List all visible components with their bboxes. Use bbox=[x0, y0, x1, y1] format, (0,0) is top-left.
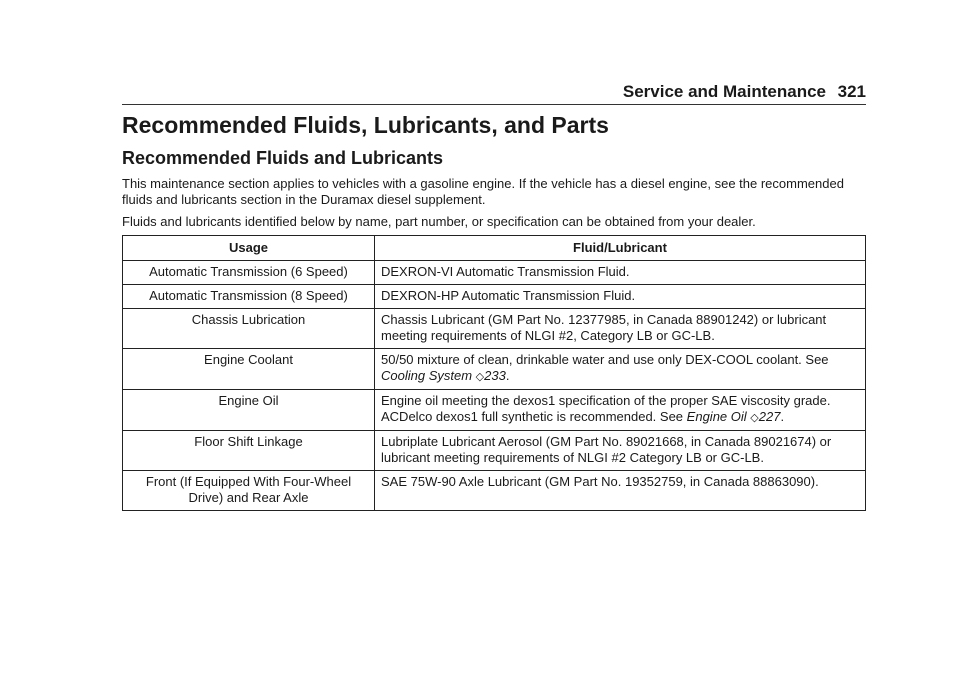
fluid-cell bbox=[375, 349, 866, 390]
fluid-cell bbox=[375, 471, 866, 511]
column-header-usage: Usage bbox=[123, 236, 375, 261]
running-header bbox=[122, 82, 866, 104]
usage-cell: Floor Shift Linkage bbox=[123, 431, 375, 471]
table-header-row bbox=[123, 236, 866, 261]
usage-cell: Automatic Transmission (8 Speed) bbox=[123, 285, 375, 309]
table-row bbox=[123, 261, 866, 285]
fluid-cell bbox=[375, 390, 866, 431]
table-row bbox=[123, 471, 866, 511]
fluid-text: DEXRON-VI Automatic Transmission Fluid. bbox=[381, 264, 630, 279]
table-row bbox=[123, 390, 866, 431]
reference-page-number[interactable]: 227 bbox=[758, 409, 781, 424]
table-row bbox=[123, 309, 866, 349]
reference-page-number[interactable]: 233 bbox=[484, 368, 506, 383]
fluid-cell bbox=[375, 309, 866, 349]
table-row bbox=[123, 285, 866, 309]
fluid-cell bbox=[375, 261, 866, 285]
fluid-text: Chassis Lubricant (GM Part No. 12377985, in Canada 88901242) or lubricant meeting requirements of NLGI #2, Category LB or GC-LB. bbox=[381, 312, 827, 343]
table-body bbox=[123, 261, 866, 511]
table-row bbox=[123, 431, 866, 471]
page-reference-icon: ◇ bbox=[750, 412, 759, 424]
usage-cell: Engine Coolant bbox=[123, 349, 375, 390]
page-reference-icon: ◇ bbox=[475, 371, 485, 383]
page-title: Recommended Fluids, Lubricants, and Parts bbox=[122, 112, 609, 138]
cross-reference-link[interactable]: Cooling System bbox=[381, 368, 473, 383]
cross-reference-link[interactable]: Engine Oil bbox=[686, 409, 747, 424]
fluid-cell bbox=[375, 285, 866, 309]
fluid-text: 50/50 mixture of clean, drinkable water and use only DEX-COOL coolant. See bbox=[381, 352, 829, 367]
fluids-table bbox=[122, 235, 866, 511]
header-rule bbox=[122, 104, 866, 105]
section-heading: Recommended Fluids and Lubricants bbox=[122, 148, 444, 168]
usage-cell: Chassis Lubrication bbox=[123, 309, 375, 349]
usage-cell: Front (If Equipped With Four-Wheel Drive) and Rear Axle bbox=[123, 471, 375, 511]
fluid-text: SAE 75W-90 Axle Lubricant (GM Part No. 19352759, in Canada 88863090). bbox=[381, 474, 819, 489]
sentence-end: . bbox=[780, 409, 785, 424]
fluid-text: Lubriplate Lubricant Aerosol (GM Part No. 89021668, in Canada 89021674) or lubricant meeting requirements of NLGI #2 Category LB or GC-LB. bbox=[381, 434, 832, 465]
usage-cell: Automatic Transmission (6 Speed) bbox=[123, 261, 375, 285]
dealer-paragraph: Fluids and lubricants identified below by name, part number, or specification can be obtained from your dealer. bbox=[122, 214, 756, 229]
page-number: 321 bbox=[837, 82, 866, 101]
fluid-text: Engine oil meeting the dexos1 specification of the proper SAE viscosity grade. ACDelco dexos1 full synthetic is recommended. See bbox=[381, 393, 831, 424]
column-header-fluid: Fluid/Lubricant bbox=[375, 236, 866, 261]
fluid-cell bbox=[375, 431, 866, 471]
intro-paragraph: This maintenance section applies to vehicles with a gasoline engine. If the vehicle has a diesel engine, see the recommended fluids and lubricants section in the Duramax diesel supplement. bbox=[122, 176, 844, 207]
fluid-text: DEXRON-HP Automatic Transmission Fluid. bbox=[381, 288, 636, 303]
usage-cell: Engine Oil bbox=[123, 390, 375, 431]
sentence-end: . bbox=[505, 368, 510, 383]
section-title: Service and Maintenance bbox=[622, 82, 826, 101]
table-row bbox=[123, 349, 866, 390]
